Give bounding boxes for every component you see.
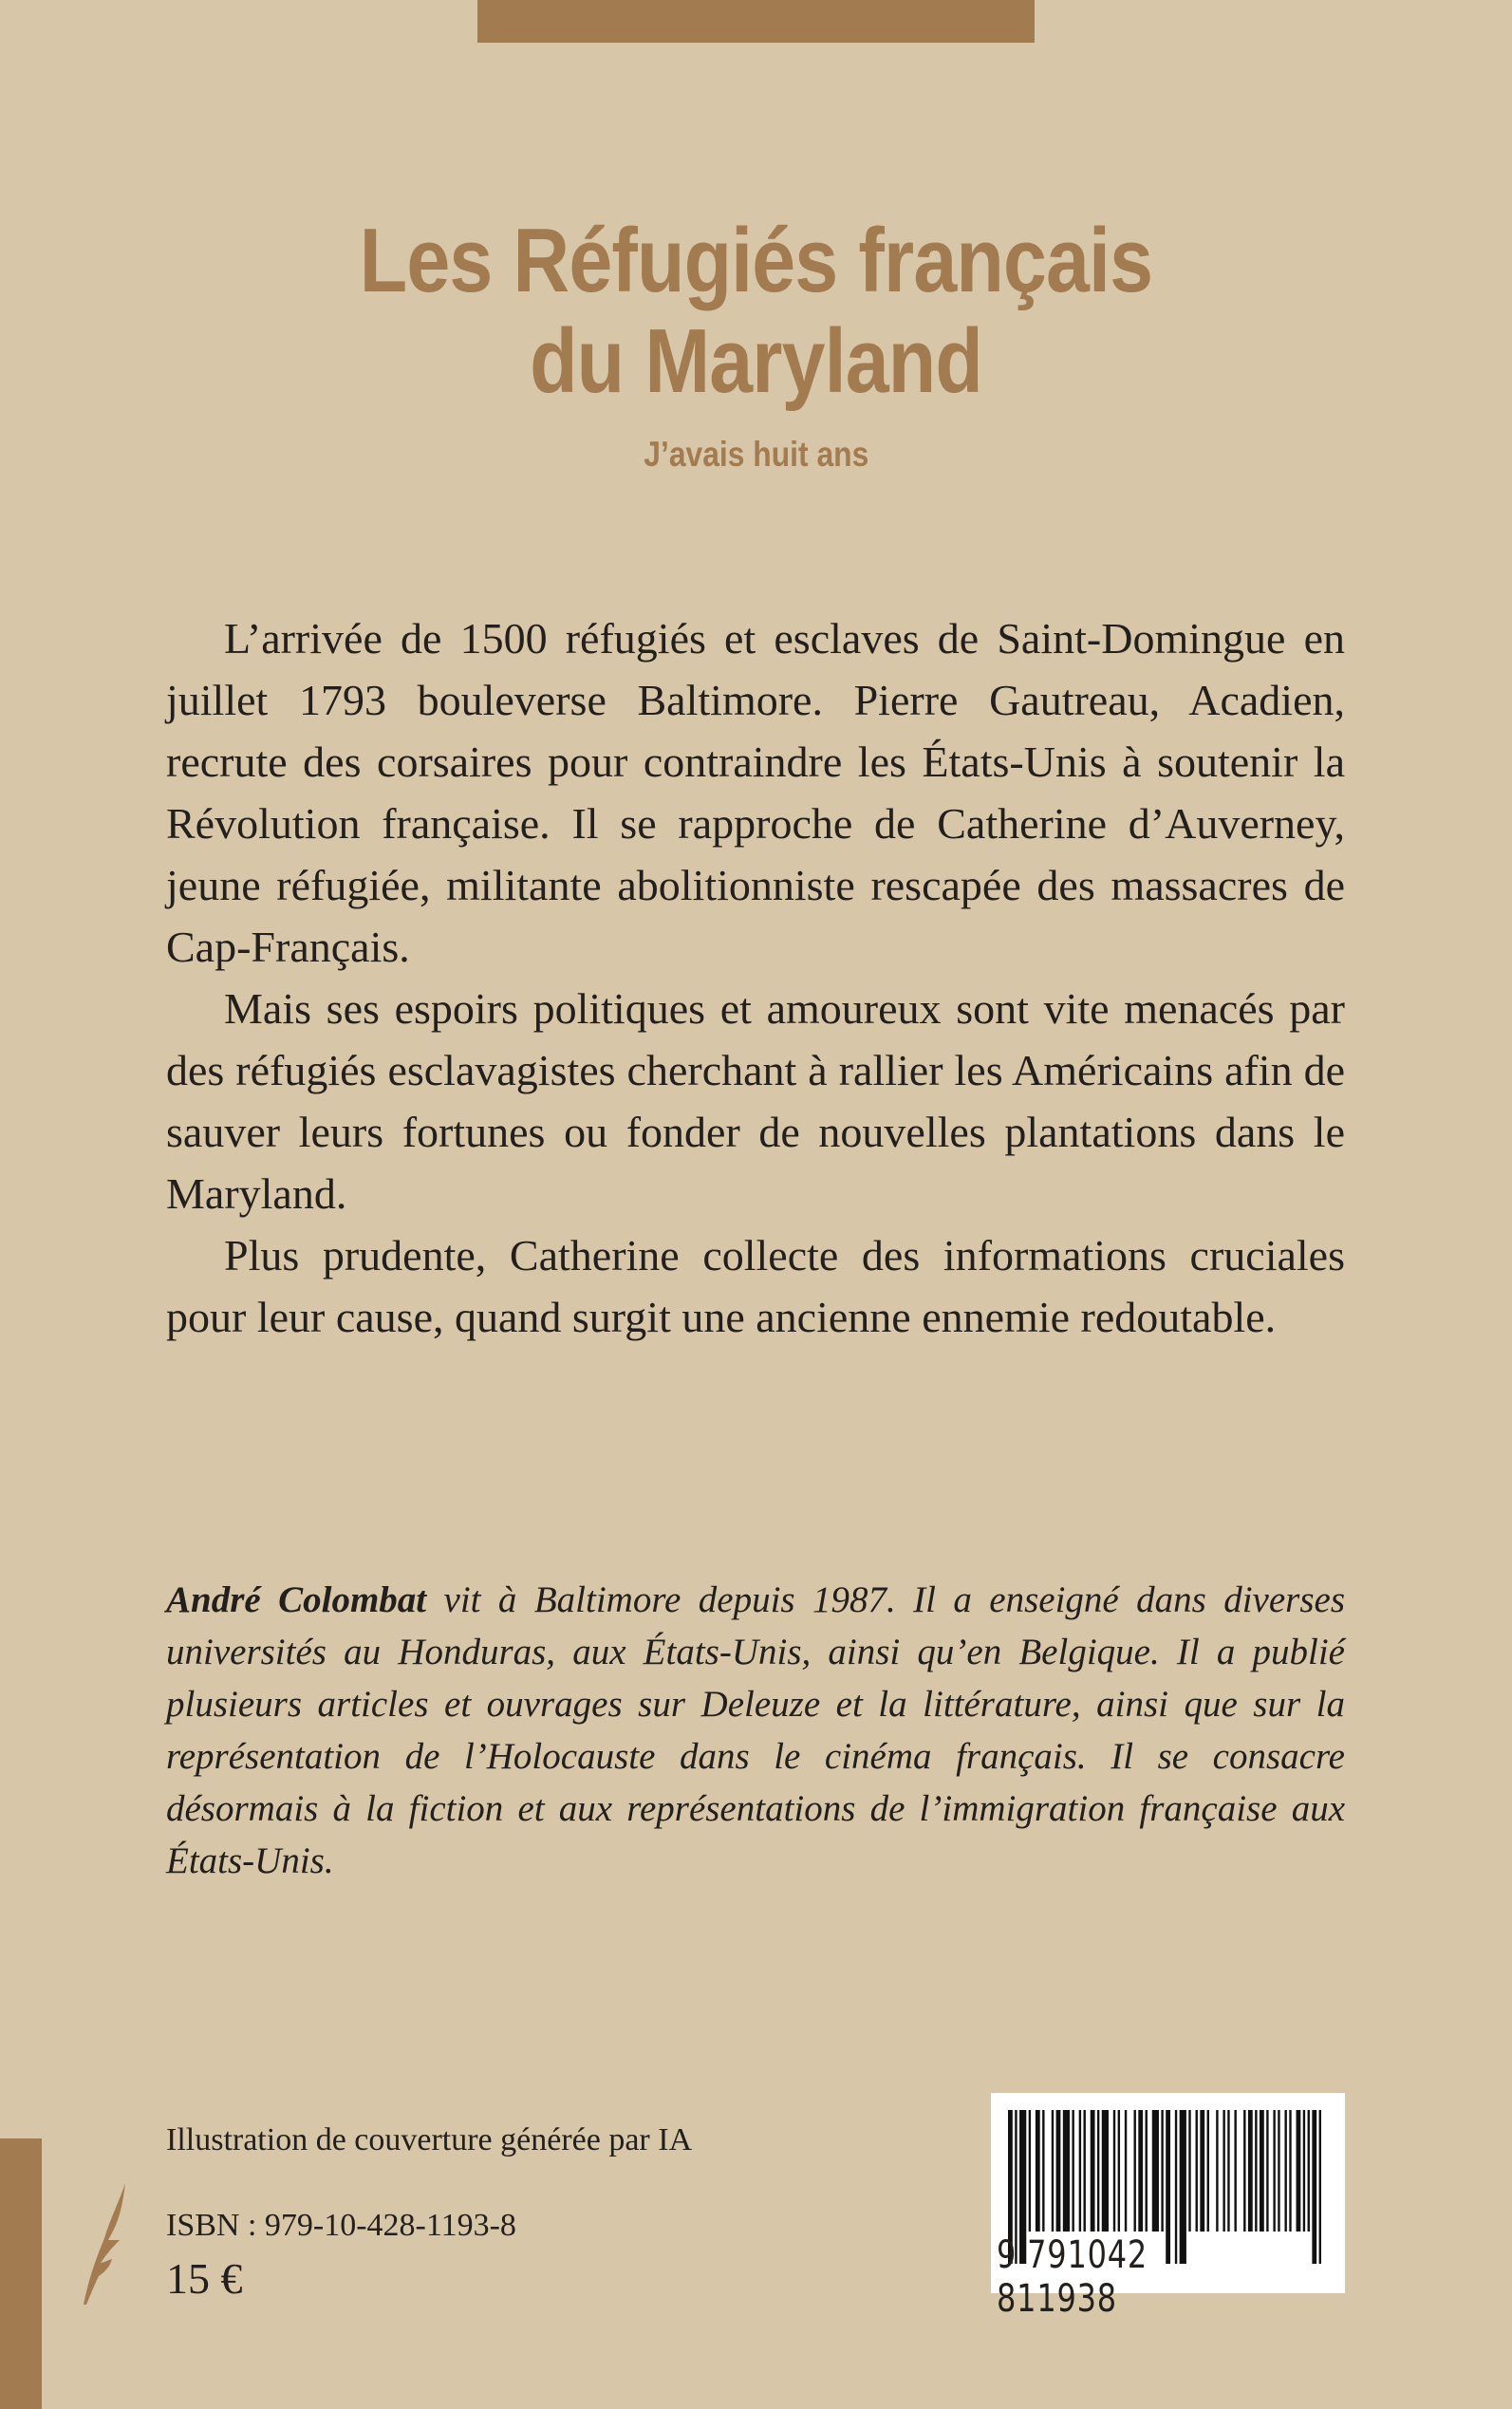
price: 15 € bbox=[166, 2254, 243, 2303]
barcode-bar bbox=[1036, 2110, 1040, 2232]
book-subtitle bbox=[0, 435, 1512, 475]
barcode-bar bbox=[1102, 2110, 1109, 2232]
barcode-bar bbox=[1152, 2110, 1159, 2232]
bio-text: vit à Baltimore depuis 1987. Il a enseigné dans diverses universités au Honduras, aux États-Unis, ainsi qu’en Belgique. Il a publié plusieurs articles et ouvrages sur Deleuze et la littérature, ainsi que sur la représentation de l’Holocauste dans le cinéma français. Il se consacre désormais à la fiction et aux représentations de l’immigration française aux États-Unis. bbox=[166, 1579, 1346, 1881]
barcode-bar bbox=[1223, 2110, 1224, 2232]
barcode-bar bbox=[1125, 2110, 1127, 2232]
summary-paragraph: Mais ses espoirs politiques et amoureux sont vite menacés par des réfugiés esclavagistes cherchant à rallier les Américains afin de sauver leurs fortunes ou fonder de nouvelles plantations dans le Maryland. bbox=[166, 984, 1345, 1218]
barcode-bar bbox=[1052, 2110, 1054, 2232]
barcode-bar bbox=[1196, 2110, 1198, 2232]
barcode-bar bbox=[1207, 2110, 1209, 2232]
barcode-bar bbox=[1118, 2110, 1120, 2232]
illustration-credit: Illustration de couverture générée par IA bbox=[166, 2122, 693, 2157]
barcode-bar bbox=[1312, 2110, 1316, 2264]
barcode-bar bbox=[1255, 2110, 1257, 2232]
side-accent-bar bbox=[0, 2138, 42, 2409]
feather-icon bbox=[82, 2181, 142, 2306]
barcode-bar bbox=[1234, 2110, 1236, 2232]
barcode-bar bbox=[1260, 2110, 1264, 2232]
barcode-bar bbox=[1113, 2110, 1115, 2232]
barcode-bar bbox=[1063, 2110, 1070, 2232]
author-name: André Colombat bbox=[166, 1579, 427, 1620]
title-line-2: du Maryland bbox=[530, 310, 982, 412]
barcode-bar bbox=[1072, 2110, 1073, 2232]
summary bbox=[166, 607, 1345, 1348]
barcode-bar bbox=[1097, 2110, 1099, 2232]
barcode-bar bbox=[1284, 2110, 1286, 2232]
summary-paragraph: L’arrivée de 1500 réfugiés et esclaves de Saint-Domingue en juillet 1793 bouleverse Baltimore. Pierre Gautreau, Acadien, recrute des corsaires pour contraindre les États-Unis à soutenir la Révolution française. Il se rapproche de Catherine d’Auverney, jeune réfugiée, militante abolitionniste rescapée des massacres de Cap-Français. bbox=[166, 614, 1345, 971]
barcode-bar bbox=[1273, 2110, 1275, 2232]
barcode-bar bbox=[1188, 2110, 1190, 2232]
top-accent-bar bbox=[477, 0, 1035, 43]
barcode-bar bbox=[1227, 2110, 1229, 2232]
barcode-bar bbox=[1289, 2110, 1291, 2232]
barcode-bar bbox=[1146, 2110, 1148, 2232]
title-line-1: Les Réfugiés français bbox=[359, 210, 1153, 311]
barcode-bar bbox=[1297, 2110, 1301, 2232]
barcode-bar bbox=[1216, 2110, 1218, 2232]
barcode-bar bbox=[1042, 2110, 1044, 2232]
barcode-bar bbox=[1079, 2110, 1081, 2232]
barcode-bar bbox=[1138, 2110, 1143, 2232]
book-title bbox=[0, 211, 1512, 412]
barcode-bar bbox=[1161, 2110, 1163, 2232]
barcode-bar bbox=[1091, 2110, 1095, 2232]
barcode-bar bbox=[1200, 2110, 1204, 2232]
barcode-bar bbox=[1266, 2110, 1268, 2232]
barcode-bar bbox=[1248, 2110, 1253, 2232]
barcode-bar bbox=[1083, 2110, 1085, 2232]
summary-paragraph: Plus prudente, Catherine collecte des informations cruciales pour leur cause, quand surgit une ancienne ennemie redoutable. bbox=[166, 1231, 1345, 1341]
barcode-bar bbox=[1133, 2110, 1135, 2232]
barcode-bar bbox=[1278, 2110, 1279, 2232]
subtitle-text: J’avais huit ans bbox=[643, 435, 868, 474]
barcode-bar bbox=[1308, 2110, 1310, 2232]
barcode-bar bbox=[1056, 2110, 1061, 2232]
isbn: ISBN : 979-10-428-1193-8 bbox=[166, 2208, 516, 2243]
author-bio bbox=[166, 1574, 1345, 1887]
barcode-digits: 9 791042 811938 bbox=[997, 2233, 1148, 2321]
barcode-bar bbox=[1243, 2110, 1245, 2232]
barcode bbox=[991, 2093, 1345, 2321]
barcode-bar bbox=[1303, 2110, 1305, 2232]
barcode-bar bbox=[1029, 2110, 1031, 2232]
barcode-bar bbox=[1319, 2110, 1321, 2264]
